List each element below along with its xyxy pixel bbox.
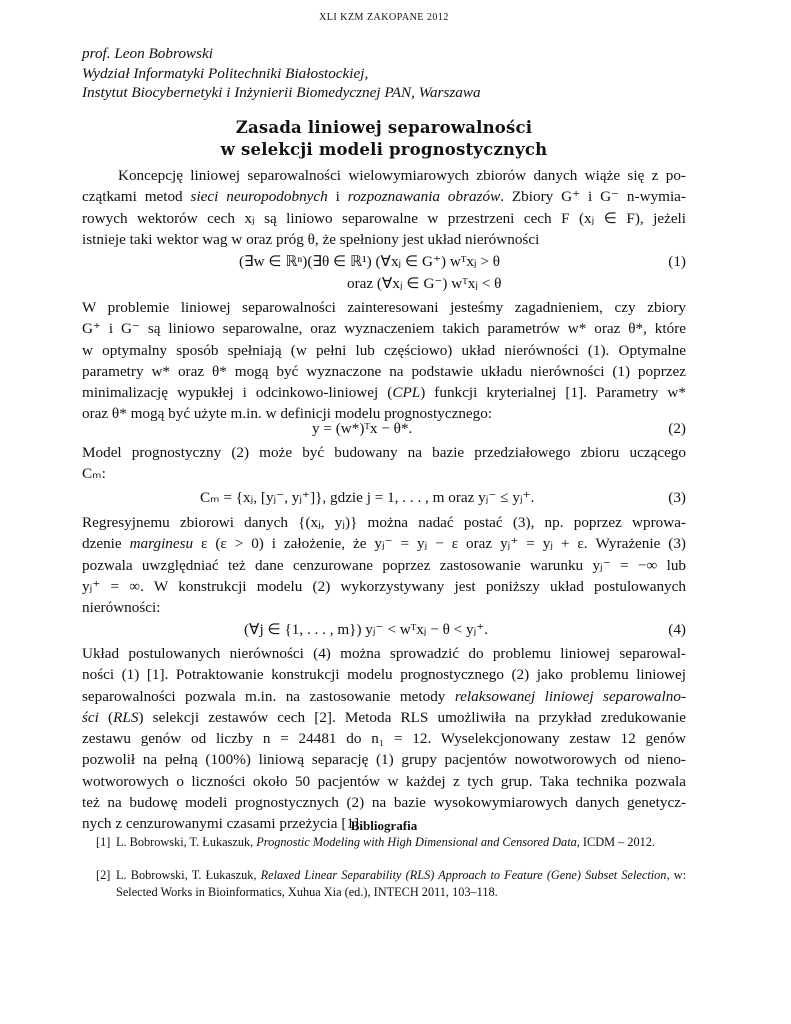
equation-3: [82, 487, 686, 511]
affiliation-2: Instytut Biocybernetyki i Inżynierii Biomedycznej PAN, Warszawa: [82, 84, 481, 101]
affiliation-1: Wydział Informatyki Politechniki Białostockiej,: [82, 64, 369, 82]
reference-label: [1]: [96, 835, 111, 849]
bibliography-heading: Bibliografia: [350, 818, 418, 833]
text-line: yⱼ⁺ = ∞. W konstrukcji modelu (2) wykorzystywany jest poniższy układ postulowanych: [82, 577, 686, 595]
reference-2: [96, 867, 686, 900]
equation-4-body: (∀j ∈ {1, . . . , m}) yⱼ⁻ < wᵀxⱼ − θ < yⱼ⁺.: [244, 621, 489, 638]
paper-title: [82, 117, 686, 161]
paragraph-problem: [82, 297, 686, 425]
paragraph-intro: [82, 165, 686, 250]
text-line: w optymalny sposób spełniają (w pełni lub częściowo) układ nierówności (1). Optymalne: [82, 341, 686, 359]
text-line: Regresyjnemu zbiorowi danych {(xⱼ, yⱼ)} można nadać postać (3), np. poprzez wprowa-: [82, 514, 686, 531]
text-line: istnieje taki wektor wag w oraz próg θ, że spełniony jest układ nierówności: [82, 230, 540, 248]
reference-label: [2]: [96, 868, 111, 882]
text-line: ści (RLS) selekcji zestawów cech [2]. Metoda RLS umożliwiła na przykład zredukowanie: [82, 708, 686, 726]
title-line-1: Zasada liniowej separowalności: [235, 118, 533, 137]
author-block: [82, 44, 686, 103]
text-line: dzenie marginesu ε (ε > 0) i założenie, że yⱼ⁻ = yⱼ − ε oraz yⱼ⁺ = yⱼ + ε. Wyrażenie (3): [82, 535, 686, 553]
text-line: W problemie liniowej separowalności zainteresowani jesteśmy zagadnieniem, czy zbiory: [82, 299, 686, 316]
text-line: parametry w* oraz θ* mogą być wyznaczone na podstawie układu nierówności (1) poprzez: [82, 362, 686, 380]
text-line: nych z cenzurowanymi czasami przeżycia [1].: [82, 815, 363, 833]
text-line: rowych wektorów cech xⱼ są liniowo separowalne w przestrzeni cech F (xⱼ ∈ F), jeżeli: [82, 209, 686, 227]
author-name: prof. Leon Bobrowski: [82, 45, 213, 62]
equation-number: (2): [668, 420, 686, 437]
paper-page: [82, 0, 686, 1024]
text-line: zestawu genów od liczby n = 24481 do n₁ = 12. Wyselekcjonowany zestaw 12 genów: [82, 730, 686, 748]
running-header: XLI KZM ZAKOPANE 2012: [319, 12, 449, 23]
text-line: czątkami metod sieci neuropodobnych i rozpoznawania obrazów. Zbiory G⁺ i G⁻ n-wymia-: [82, 188, 686, 206]
equation-number: (4): [668, 621, 686, 638]
text-line: wotworowych o liczności około 50 pacjentów w każdej z tych grup. Taka technika pozwala: [82, 772, 686, 790]
equation-1-line-2: oraz (∀xⱼ ∈ G⁻) wᵀxⱼ < θ: [347, 275, 502, 292]
text-line: separowalności pozwala m.in. na zastosowanie metody relaksowanej liniowej separowalno-: [82, 687, 686, 705]
text-line: G⁺ i G⁻ są liniowo separowalne, oraz wyznaczeniem takich parametrów w* oraz θ*, które: [82, 320, 686, 338]
text-line: minimalizację wypukłej i odcinkowo-liniowej (CPL) funkcji kryterialnej [1]. Parametry w*: [82, 384, 686, 402]
reference-text: L. Bobrowski, T. Łukaszuk, Prognostic Modeling with High Dimensional and Censored Data, ICDM – 2012.: [116, 835, 655, 849]
text-line: Koncepcję liniowej separowalności wielowymiarowych zbiorów danych wiąże się z po-: [118, 167, 686, 184]
equation-number: (3): [668, 489, 686, 506]
equation-1: [82, 251, 686, 295]
text-line: oraz θ* mogą być użyte m.in. w definicji modelu prognostycznego:: [82, 405, 493, 423]
equation-2: [82, 418, 686, 440]
paragraph-regression: [82, 512, 686, 618]
title-line-2: w selekcji modeli prognostycznych: [220, 140, 548, 159]
paragraph-model: [82, 442, 686, 485]
text-line: nierówności:: [82, 599, 161, 617]
text-line: Cₘ:: [82, 465, 106, 483]
equation-number: (1): [668, 253, 686, 270]
equation-1-line-1: (∃w ∈ ℝⁿ)(∃θ ∈ ℝ¹) (∀xⱼ ∈ G⁺) wᵀxⱼ > θ: [239, 253, 501, 270]
text-line: Układ postulowanych nierówności (4) można sprowadzić do problemu liniowej separowal-: [82, 645, 686, 662]
text-line: Model prognostyczny (2) może być budowany na bazie przedziałowego zbioru uczącego: [82, 444, 686, 461]
text-line: ności (1) [1]. Potraktowanie konstrukcji modelu prognostycznego (2) jako problemu liniowej: [82, 666, 686, 684]
text-line: pozwolił na pełną (100%) liniową separację (1) grupy pacjentów nowotworowych od nieno-: [82, 751, 686, 769]
paragraph-rls: [82, 643, 686, 835]
reference-1: [96, 834, 686, 851]
text-line: też na budowę modeli prognostycznych (2) na bazie wysokowymiarowych danych genetycz-: [82, 794, 686, 812]
reference-text: L. Bobrowski, T. Łukaszuk, Relaxed Linear Separability (RLS) Approach to Feature (Gene) Subset Selection, w: Selected Works in Bioinformatics, Xuhua Xia (ed.), INTECH 2011, 103–118.: [116, 868, 686, 899]
equation-2-body: y = (w*)ᵀx − θ*.: [312, 420, 413, 437]
equation-3-body: Cₘ = {xⱼ, [yⱼ⁻, yⱼ⁺]}, gdzie j = 1, . . . , m oraz yⱼ⁻ ≤ yⱼ⁺.: [200, 489, 535, 506]
equation-4: [82, 619, 686, 643]
text-line: pozwala uwzględniać też dane cenzurowane poprzez zastosowanie warunku yⱼ⁻ = −∞ lub: [82, 556, 686, 574]
